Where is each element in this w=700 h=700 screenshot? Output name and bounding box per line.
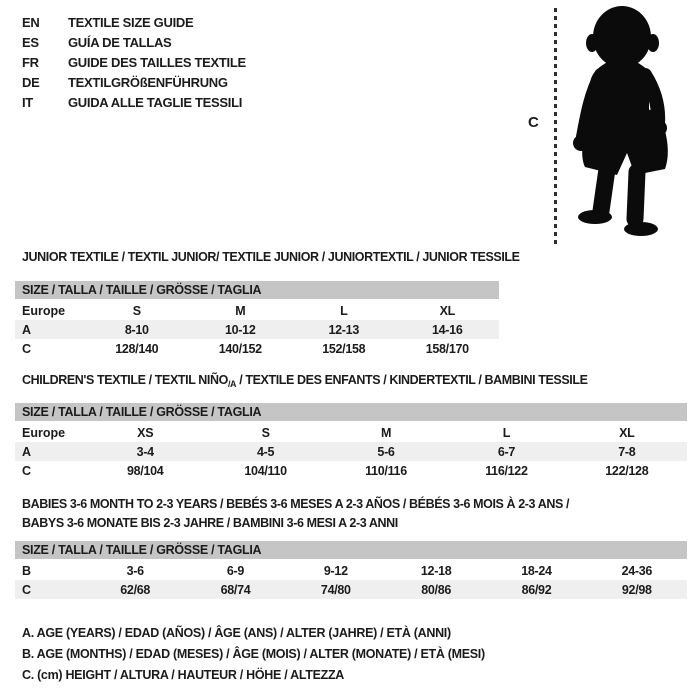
footnotes [22, 626, 485, 689]
babies-section-title-line1: BABIES 3-6 MONTH TO 2-3 YEARS / BEBÉS 3-6 MESES A 2-3 AÑOS / BÉBÉS 3-6 MOIS À 2-3 ANS / [22, 497, 570, 511]
height-cell: 80/86 [421, 582, 452, 597]
junior-section-title: JUNIOR TEXTILE / TEXTIL JUNIOR/ TEXTILE JUNIOR / JUNIORTEXTIL / JUNIOR TESSILE [22, 250, 520, 264]
height-dotted-line [554, 8, 557, 245]
junior-size-table [15, 281, 499, 358]
size-cell: L [502, 425, 511, 440]
lang-label: GUIDE DES TAILLES TEXTILE [68, 54, 246, 70]
lang-code: IT [22, 94, 33, 110]
row-label: A [22, 322, 32, 337]
row-label: C [22, 463, 32, 478]
lang-code: ES [22, 34, 39, 50]
age-cell: 3-4 [136, 444, 154, 459]
size-cell: M [235, 303, 246, 318]
age-cell: 10-12 [225, 322, 256, 337]
age-cell: 6-7 [497, 444, 515, 459]
age-cell: 4-5 [257, 444, 275, 459]
row-label: B [22, 563, 32, 578]
age-cell: 14-16 [432, 322, 463, 337]
height-cell: 62/68 [120, 582, 151, 597]
children-title-part2: / TEXTILE DES ENFANTS / KINDERTEXTIL / BAMBINI TESSILE [236, 373, 588, 387]
height-cell: 74/80 [320, 582, 351, 597]
lang-label: TEXTILGRÖßENFÜHRUNG [68, 74, 228, 90]
size-cell: S [261, 425, 270, 440]
lang-row-de [22, 72, 246, 92]
lang-label: GUÍA DE TALLAS [68, 34, 172, 50]
age-cell: 24-36 [621, 563, 653, 578]
height-cell: 152/158 [322, 341, 366, 356]
babies-size-header: SIZE / TALLA / TAILLE / GRÖSSE / TAGLIA [15, 541, 687, 559]
footnote-a: A. AGE (YEARS) / EDAD (AÑOS) / ÂGE (ANS) / ALTER (JAHRE) / ETÀ (ANNI) [22, 626, 451, 640]
height-cell: 92/98 [621, 582, 652, 597]
junior-size-header: SIZE / TALLA / TAILLE / GRÖSSE / TAGLIA [15, 281, 499, 299]
children-section-title [22, 373, 588, 389]
height-measure-figure [520, 0, 700, 255]
table-row [15, 580, 687, 599]
table-row [15, 301, 499, 320]
lang-row-fr [22, 52, 246, 72]
table-row [15, 442, 687, 461]
size-cell: M [380, 425, 392, 440]
age-cell: 3-6 [126, 563, 144, 578]
age-cell: 9-12 [323, 563, 348, 578]
size-cell: L [340, 303, 348, 318]
table-row [15, 320, 499, 339]
age-cell: 12-13 [328, 322, 359, 337]
size-cell: S [132, 303, 141, 318]
table-row [15, 339, 499, 358]
toddler-silhouette-icon [565, 5, 700, 245]
height-cell: 158/170 [425, 341, 469, 356]
size-cell: XL [439, 303, 455, 318]
table-row [15, 423, 687, 442]
row-label: C [22, 582, 32, 597]
lang-code: FR [22, 54, 39, 70]
footnote-b: B. AGE (MONTHS) / EDAD (MESES) / ÂGE (MOIS) / ALTER (MONATE) / ETÀ (MESI) [22, 647, 485, 661]
height-cell: 116/122 [485, 463, 528, 478]
row-label: Europe [22, 303, 66, 318]
babies-section-title-line2: BABYS 3-6 MONATE BIS 2-3 JAHRE / BAMBINI 3-6 MESI A 2-3 ANNI [22, 516, 398, 530]
age-cell: 5-6 [377, 444, 395, 459]
children-size-header: SIZE / TALLA / TAILLE / GRÖSSE / TAGLIA [15, 403, 687, 421]
age-cell: 12-18 [420, 563, 452, 578]
table-row [15, 461, 687, 480]
size-cell: XL [619, 425, 635, 440]
lang-label: GUIDA ALLE TAGLIE TESSILI [68, 94, 243, 110]
children-title-subscript: /A [227, 379, 237, 389]
babies-size-table [15, 541, 687, 599]
lang-code: DE [22, 74, 40, 90]
measure-c-label: C [528, 114, 539, 131]
children-title-part1: CHILDREN'S TEXTILE / TEXTIL NIÑO [22, 373, 228, 387]
age-cell: 7-8 [618, 444, 636, 459]
lang-code: EN [22, 14, 40, 30]
size-cell: XS [137, 425, 154, 440]
height-cell: 104/110 [244, 463, 287, 478]
height-cell: 68/74 [220, 582, 251, 597]
height-cell: 110/116 [365, 463, 407, 478]
lang-row-it [22, 92, 246, 112]
lang-row-en [22, 12, 246, 32]
lang-row-es [22, 32, 246, 52]
age-cell: 6-9 [226, 563, 245, 578]
footnote-c: C. (cm) HEIGHT / ALTURA / HAUTEUR / HÖHE / ALTEZZA [22, 668, 345, 682]
height-cell: 86/92 [521, 582, 552, 597]
age-cell: 18-24 [521, 563, 552, 578]
row-label: C [22, 341, 32, 356]
table-row [15, 561, 687, 580]
height-cell: 98/104 [126, 463, 164, 478]
height-cell: 140/152 [218, 341, 262, 356]
height-cell: 122/128 [605, 463, 649, 478]
row-label: Europe [22, 425, 66, 440]
height-cell: 128/140 [115, 341, 159, 356]
language-list [22, 12, 246, 112]
lang-label: TEXTILE SIZE GUIDE [68, 14, 194, 30]
age-cell: 8-10 [124, 322, 149, 337]
row-label: A [22, 444, 32, 459]
children-size-table [15, 403, 687, 480]
